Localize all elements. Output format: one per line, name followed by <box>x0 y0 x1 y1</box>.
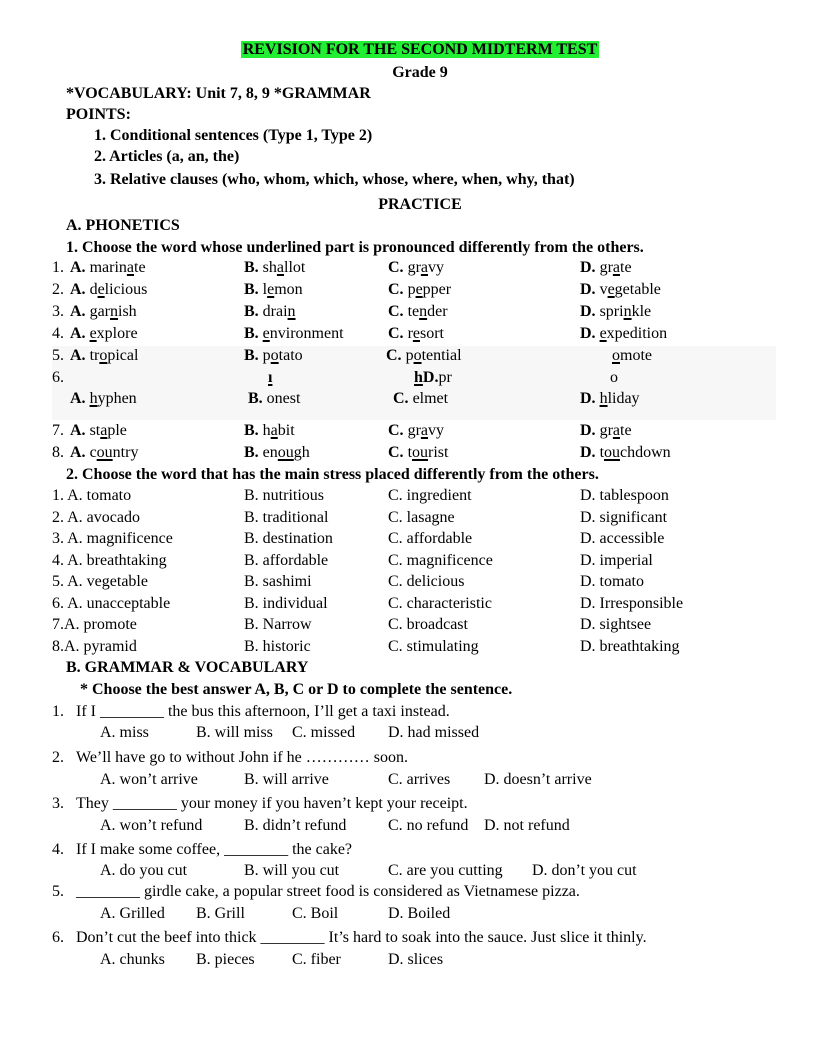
word-part: tential <box>421 347 462 364</box>
stress-option: D. breathtaking <box>580 637 680 655</box>
word-part: vy <box>428 422 444 439</box>
underlined-sound: e <box>607 281 615 298</box>
word-part: gr <box>599 259 613 276</box>
underlined-sound: a <box>612 259 620 276</box>
stress-option: B. Narrow <box>244 616 312 633</box>
answer-option <box>248 389 300 409</box>
word-part: sort <box>420 325 444 342</box>
option-letter: D. <box>580 422 596 439</box>
question-text: We’ll have go to without John if he ………… soon. <box>76 749 409 766</box>
stress-option: 5. A. vegetable <box>52 573 148 590</box>
underlined-sound: a <box>270 422 278 439</box>
answer-option <box>580 258 632 278</box>
word-part: mote <box>620 347 652 364</box>
underlined-sound: ou <box>604 444 621 461</box>
option-letter: B. <box>244 259 259 276</box>
word-part: xpedition <box>606 325 668 342</box>
answer-option <box>244 421 295 441</box>
answer-option <box>388 324 444 344</box>
underlined-sound: e <box>267 281 275 298</box>
answer-option: C. are you cutting <box>388 862 503 879</box>
word-part: mon <box>274 281 303 298</box>
question-number: 5. <box>52 347 64 364</box>
stress-option: D. tablespoon <box>580 487 669 504</box>
word-part: tr <box>89 347 100 364</box>
stress-option: B. nutritious <box>244 487 325 504</box>
answer-option <box>580 324 667 344</box>
answer-option <box>244 302 296 322</box>
stray-fragment: hD.pr <box>414 369 452 386</box>
word-part: getable <box>614 281 661 298</box>
option-letter: A. <box>70 347 86 364</box>
answer-option: D. Boiled <box>388 905 451 922</box>
word-part: marin <box>89 259 127 276</box>
stress-option: C. broadcast <box>388 616 468 633</box>
stress-option: 7.A. promote <box>52 616 137 633</box>
question-text: If I make some coffee, ________ the cake? <box>76 841 353 858</box>
option-letter: D. <box>580 444 596 461</box>
answer-option <box>386 346 462 366</box>
option-letter: C. <box>386 347 402 364</box>
underlined-sound: a <box>126 259 134 276</box>
option-letter: D. <box>580 303 596 320</box>
underlined-sound: a <box>276 259 285 276</box>
underlined-sound: e <box>262 325 270 342</box>
word-part: yphen <box>97 390 137 407</box>
stress-option: D. accessible <box>580 530 665 547</box>
stress-option: D. imperial <box>580 551 653 569</box>
option-letter: A. <box>70 281 86 298</box>
word-part: chdown <box>620 444 671 461</box>
answer-option <box>70 389 137 409</box>
underlined-sound: e <box>415 281 423 298</box>
answer-option: C. Boil <box>292 905 339 922</box>
word-part: llot <box>284 259 306 276</box>
word-part: der <box>427 303 448 320</box>
underlined-sound: n <box>110 303 118 320</box>
phonetics-task-2: 2. Choose the word that has the main stress placed differently from the others. <box>66 466 599 483</box>
stress-option: B. affordable <box>244 551 329 569</box>
word-part: en <box>262 444 278 461</box>
word-part: gr <box>407 422 421 439</box>
word-part: gr <box>599 422 613 439</box>
answer-option <box>70 258 146 278</box>
answer-option: B. will you cut <box>244 862 340 879</box>
option-letter: C. <box>388 422 404 439</box>
word-part: te <box>620 422 632 439</box>
answer-option <box>580 389 640 409</box>
word-part: rist <box>428 444 449 461</box>
stress-option: B. sashimi <box>244 573 312 590</box>
word-part: r <box>407 325 413 342</box>
answer-option <box>388 421 444 441</box>
stress-option: C. ingredient <box>388 487 472 504</box>
answer-option: D. not refund <box>484 817 570 834</box>
option-letter: A. <box>70 422 86 439</box>
answer-option <box>388 280 451 300</box>
question-number: 6. <box>52 369 64 386</box>
stress-option: 8.A. pyramid <box>52 637 137 655</box>
answer-option <box>580 421 632 441</box>
underlined-sound: ou <box>96 444 113 461</box>
grade-label: Grade 9 <box>392 64 448 81</box>
option-letter: A. <box>70 325 86 342</box>
word-part: t <box>407 444 413 461</box>
underlined-sound: o <box>413 347 422 364</box>
answer-option <box>70 324 138 344</box>
option-letter: B. <box>244 347 259 364</box>
word-part: te <box>620 259 632 276</box>
word-part: licious <box>104 281 148 298</box>
answer-option <box>612 346 652 366</box>
word-part: p <box>407 281 416 298</box>
answer-option: A. won’t refund <box>100 817 203 834</box>
word-part: tato <box>278 347 303 364</box>
question-number: 2. <box>52 749 64 766</box>
word-part: p <box>405 347 414 364</box>
question-number: 4. <box>52 325 64 342</box>
word-part: t <box>599 444 605 461</box>
question-text: If I ________ the bus this afternoon, I’ll get a taxi instead. <box>76 703 450 720</box>
question-number: 2. <box>52 281 64 298</box>
answer-option: B. pieces <box>196 951 255 968</box>
word-part: onest <box>266 390 301 407</box>
question-number: 3. <box>52 795 64 812</box>
word-part: st <box>89 422 101 439</box>
answer-option: A. Grilled <box>100 905 165 922</box>
grammar-point-2: 2. Articles (a, an, the) <box>94 148 240 165</box>
answer-option <box>244 258 305 278</box>
word-part: d <box>89 281 98 298</box>
answer-option: C. no refund <box>388 817 469 834</box>
option-letter: A. <box>70 444 86 461</box>
word-part: xplore <box>96 325 138 342</box>
question-number: 4. <box>52 841 64 858</box>
answer-option: C. missed <box>292 724 356 741</box>
answer-option <box>244 346 303 366</box>
option-letter: C. <box>388 281 404 298</box>
answer-option <box>70 421 127 441</box>
stress-option: C. characteristic <box>388 594 492 612</box>
word-part: ish <box>118 303 137 320</box>
word-part: vy <box>428 259 444 276</box>
answer-option <box>580 280 661 300</box>
word-part: te <box>407 303 420 320</box>
underlined-sound: ou <box>412 444 429 461</box>
underlined-sound: e <box>89 325 97 342</box>
option-letter: C. <box>388 303 404 320</box>
word-part: kle <box>631 303 652 320</box>
word-part: c <box>89 444 97 461</box>
underlined-sound: e <box>599 325 607 342</box>
question-text: They ________ your money if you haven’t kept your receipt. <box>76 795 468 812</box>
option-letter: B. <box>244 444 259 461</box>
answer-option: B. will arrive <box>244 771 329 788</box>
page-title: REVISION FOR THE SECOND MIDTERM TEST <box>242 41 598 58</box>
stress-option: B. individual <box>244 594 328 612</box>
answer-option: C. arrives <box>388 771 451 788</box>
stray-fragment: ı <box>268 369 273 386</box>
answer-option: A. chunks <box>100 951 165 968</box>
answer-option <box>70 302 137 322</box>
answer-option <box>580 443 671 463</box>
option-letter: B. <box>244 325 259 342</box>
answer-option: B. will miss <box>196 724 273 741</box>
stress-option: D. tomato <box>580 573 644 590</box>
answer-option: D. doesn’t arrive <box>484 771 592 788</box>
answer-option <box>244 443 310 463</box>
answer-option <box>388 302 448 322</box>
word-part: liday <box>607 390 640 407</box>
underlined-sound: a <box>420 259 428 276</box>
phonetics-task-1: 1. Choose the word whose underlined part is pronounced differently from the others. <box>66 239 644 256</box>
word-part: elmet <box>412 390 449 407</box>
stress-option: D. sightsee <box>580 616 652 633</box>
word-part: nvironment <box>269 325 344 342</box>
question-text: ________ girdle cake, a popular street food is considered as Vietnamese pizza. <box>76 883 580 900</box>
grammar-point-3: 3. Relative clauses (who, whom, which, whose, where, when, why, that) <box>94 171 575 188</box>
stress-option: C. stimulating <box>388 637 479 655</box>
underlined-sound: a <box>100 422 108 439</box>
stray-fragment: o <box>610 369 618 386</box>
page-title-line <box>0 40 816 60</box>
word-part: te <box>134 259 146 276</box>
word-part: bit <box>277 422 295 439</box>
word-part: v <box>599 281 608 298</box>
word-part: drai <box>262 303 288 320</box>
answer-option: D. don’t you cut <box>532 862 637 879</box>
answer-option <box>70 346 138 366</box>
option-letter: D. <box>580 390 596 407</box>
option-letter: D. <box>580 325 596 342</box>
option-letter: D. <box>580 281 596 298</box>
word-part: gh <box>293 444 310 461</box>
question-number: 7. <box>52 422 64 439</box>
answer-option <box>580 302 651 322</box>
option-letter: C. <box>388 444 404 461</box>
stress-option: 4. A. breathtaking <box>52 551 167 569</box>
answer-option: C. fiber <box>292 951 341 968</box>
stress-option: C. magnificence <box>388 551 493 569</box>
grammar-heading: B. GRAMMAR & VOCABULARY <box>66 659 309 676</box>
stress-option: D. significant <box>580 508 668 526</box>
option-letter: C. <box>393 390 409 407</box>
option-letter: B. <box>248 390 263 407</box>
stress-option: 1. A. tomato <box>52 487 132 504</box>
stress-option: D. Irresponsible <box>580 594 684 612</box>
question-number: 5. <box>52 883 64 900</box>
option-letter: B. <box>244 422 259 439</box>
word-part: ntry <box>112 444 139 461</box>
underlined-sound: o <box>270 347 279 364</box>
vocab-line: *VOCABULARY: Unit 7, 8, 9 *GRAMMAR <box>66 85 371 102</box>
answer-option: D. had missed <box>388 724 480 741</box>
option-letter: A. <box>70 390 86 407</box>
word-part: l <box>262 281 268 298</box>
answer-option: A. do you cut <box>100 862 188 879</box>
stress-option: B. historic <box>244 637 311 655</box>
option-letter: C. <box>388 259 404 276</box>
grammar-point-1: 1. Conditional sentences (Type 1, Type 2) <box>94 127 373 144</box>
underlined-sound: e <box>412 325 420 342</box>
word-part: spri <box>599 303 624 320</box>
answer-option: D. slices <box>388 951 444 968</box>
underlined-sound: h <box>599 390 608 407</box>
word-part: gar <box>89 303 110 320</box>
answer-option <box>388 443 448 463</box>
word-part: ple <box>107 422 127 439</box>
question-number: 1. <box>52 259 64 276</box>
underlined-sound: o <box>612 347 620 364</box>
word-part: p <box>262 347 271 364</box>
option-letter: B. <box>244 303 259 320</box>
word-part: pical <box>107 347 139 364</box>
answer-option: A. miss <box>100 724 149 741</box>
stress-option: 3. A. magnificence <box>52 530 173 547</box>
underlined-sound: e <box>97 281 105 298</box>
question-number: 1. <box>52 703 64 720</box>
stress-option: B. destination <box>244 530 333 547</box>
stress-option: 6. A. unacceptable <box>52 594 171 612</box>
answer-option <box>70 443 138 463</box>
answer-option <box>244 280 303 300</box>
underlined-sound: n <box>623 303 632 320</box>
underlined-sound: h <box>89 390 98 407</box>
underlined-sound: a <box>420 422 428 439</box>
underlined-sound: n <box>419 303 428 320</box>
question-text: Don’t cut the beef into thick ________ It’s hard to soak into the sauce. Just slice it thinly. <box>76 929 647 946</box>
answer-option <box>244 324 344 344</box>
question-number: 3. <box>52 303 64 320</box>
underlined-sound: n <box>287 303 296 320</box>
option-letter: A. <box>70 303 86 320</box>
underlined-sound: o <box>99 347 108 364</box>
grammar-instruction: * Choose the best answer A, B, C or D to complete the sentence. <box>80 681 513 698</box>
stress-option: C. lasagne <box>388 508 455 526</box>
word-part: h <box>262 422 271 439</box>
stress-option: C. affordable <box>388 530 473 547</box>
option-letter: D. <box>580 259 596 276</box>
option-letter: C. <box>388 325 404 342</box>
word-part: sh <box>262 259 277 276</box>
word-part: pper <box>422 281 452 298</box>
stress-option: C. delicious <box>388 573 465 590</box>
answer-option <box>70 280 147 300</box>
answer-option: B. didn’t refund <box>244 817 347 834</box>
points-label: POINTS: <box>66 106 131 123</box>
underlined-sound: ou <box>277 444 294 461</box>
phonetics-heading: A. PHONETICS <box>66 217 180 234</box>
answer-option <box>388 258 444 278</box>
answer-option <box>393 389 448 409</box>
question-number: 6. <box>52 929 64 946</box>
practice-heading: PRACTICE <box>378 196 462 213</box>
word-part: gr <box>407 259 421 276</box>
option-letter: A. <box>70 259 86 276</box>
underlined-sound: a <box>612 422 620 439</box>
stress-option: B. traditional <box>244 508 329 526</box>
answer-option: B. Grill <box>196 905 245 922</box>
stress-option: 2. A. avocado <box>52 508 140 526</box>
option-letter: B. <box>244 281 259 298</box>
question-number: 8. <box>52 444 64 461</box>
answer-option: A. won’t arrive <box>100 771 198 788</box>
